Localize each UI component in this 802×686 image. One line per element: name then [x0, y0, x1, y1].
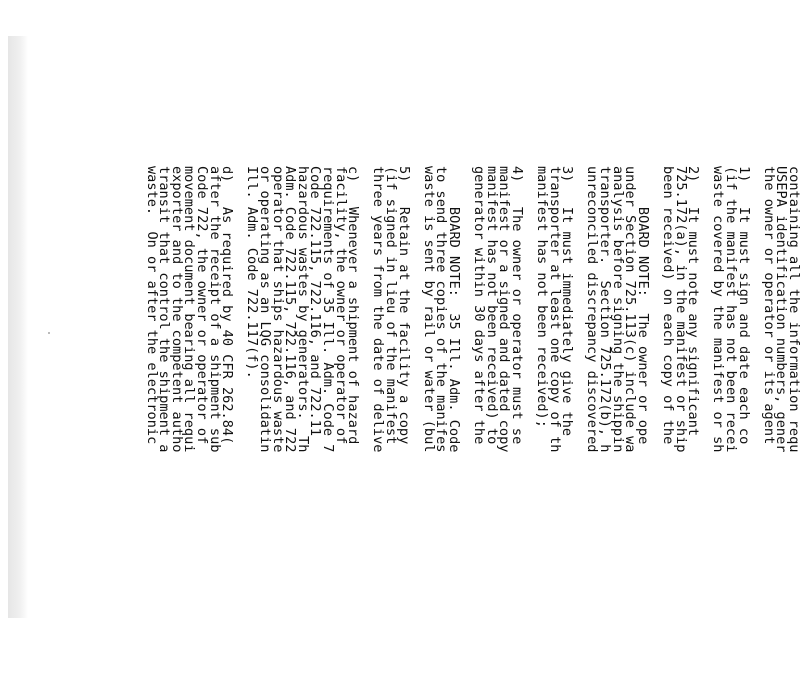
document-text-line: been received) on each copy of the: [660, 166, 677, 445]
document-text-line: 5) Retain at the facility a copy: [395, 166, 412, 445]
document-text-line: 3) It must immediately give the: [559, 166, 576, 437]
document-text-line: generator within 30 days after the: [471, 166, 488, 445]
document-text-line: waste. On or after the electronic: [143, 166, 160, 445]
document-text-line: movement document bearing all requi: [181, 166, 198, 453]
document-text-line: BOARD NOTE: 35 Ill. Adm. Code: [445, 166, 462, 453]
document-text-line: Ill. Adm. Code 722.117(f).: [244, 166, 261, 379]
document-text-line: manifest has not been received);: [534, 166, 551, 428]
document-text-line: to send three copies of the manifes: [433, 166, 450, 453]
document-paragraph: [762, 166, 800, 686]
document-text-line: three years from the date of delive: [370, 166, 387, 453]
document-text-line: containing all the information requ: [786, 166, 802, 453]
document-text-line: USEPA identification numbers, gener: [773, 166, 790, 453]
document-text-line: transit that control the shipment a: [156, 166, 173, 453]
document-text-line: 4) The owner or operator must se: [508, 166, 525, 445]
document-paragraph: [536, 166, 574, 686]
document-text-line: Code 722, the owner or operator of: [194, 166, 211, 445]
document-text-line: manifest has not been received) to: [483, 166, 500, 445]
document-text-line: d) As required by 40 CFR 262.84(: [219, 166, 236, 445]
document-paragraph: [712, 166, 750, 686]
document-text-line: analysis before signing the shippin: [609, 166, 626, 453]
document-text-line: 725.172(a), in the manifest or ship: [672, 166, 689, 453]
document-text-line: the owner or operator or its agent: [760, 166, 777, 445]
document-text-line: unreconciled discrepancy discovered: [584, 166, 601, 453]
document-text-line: or operating as an LQG consolidatin: [257, 166, 274, 453]
document-text-line: Code 722.115, 722.116, and 722.11: [307, 166, 324, 437]
scan-edge-shadow: [8, 36, 28, 618]
document-text-line: 1) It must sign and date each co: [735, 166, 752, 445]
document-paragraph: [660, 166, 702, 686]
document-paragraph: [473, 166, 523, 686]
document-text-line: hazardous wastes by generators. Th: [294, 166, 311, 453]
document-paragraph: [372, 166, 410, 686]
document-paragraph: [422, 166, 460, 686]
document-text-line: under Section 725.113(c) include wa: [622, 166, 639, 453]
document-text-line: waste covered by the manifest or sh: [710, 166, 727, 453]
document-text-line: BOARD NOTE: The owner or ope: [634, 166, 651, 445]
document-text-line: c) Whenever a shipment of hazard: [345, 166, 362, 445]
document-text-line: manifest or a signed and dated copy: [496, 166, 513, 453]
document-text-line: (if the manifest has not been recei: [723, 166, 740, 453]
document-text-line: requirements of 35 Ill. Adm. Code 7: [320, 166, 337, 453]
document-text-line: after the receipt of a shipment sub: [206, 166, 223, 453]
document-text-line: 2) It must note any significant: [685, 166, 702, 437]
document-text-line: operator that ships hazardous waste: [269, 166, 286, 453]
document-text-line: transporter at least one copy of th: [546, 166, 563, 453]
document-text-line: Adm. Code 722.115, 722.116, and 722: [282, 166, 299, 453]
scan-speck: [48, 332, 50, 334]
document-text-line: transporter. Section 725.172(b), h: [597, 166, 614, 453]
document-paragraph: [586, 166, 649, 686]
rotated-document-page: [110, 166, 800, 686]
document-paragraph: [143, 166, 236, 686]
document-text-line: exporter and to the competent autho: [168, 166, 185, 453]
document-text-line: facility, the owner or operator of: [332, 166, 349, 445]
document-text-line: (if signed in lieu of the manifest: [383, 166, 399, 445]
document-paragraph: [244, 166, 362, 686]
document-text-line: waste is sent by rail or water (bul: [420, 166, 437, 453]
